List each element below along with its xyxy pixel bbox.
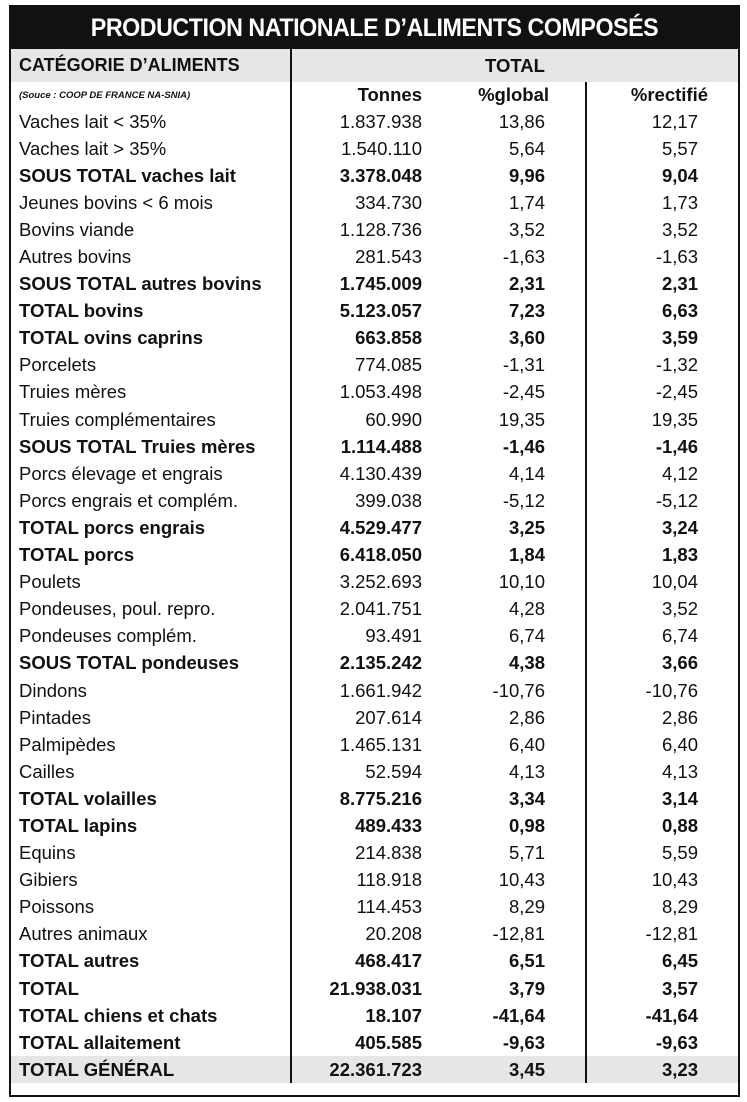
row-tonnes: 1.053.498 <box>291 379 434 406</box>
row-label: Porcs élevage et engrais <box>19 462 223 484</box>
row-rectifie: -1,46 <box>586 433 738 460</box>
row-tonnes: 1.114.488 <box>291 433 434 460</box>
row-rectifie: -1,32 <box>586 352 738 379</box>
row-rectifie: 19,35 <box>586 406 738 433</box>
title-bar <box>11 7 738 49</box>
grand-total-global: 3,45 <box>434 1056 586 1083</box>
row-rectifie: 6,74 <box>586 623 738 650</box>
table-row <box>11 785 738 812</box>
row-tonnes: 2.135.242 <box>291 650 434 677</box>
row-global: 0,98 <box>508 814 545 836</box>
row-rectifie: 10,43 <box>586 867 738 894</box>
row-global: 6,51 <box>508 950 545 972</box>
row-label: Jeunes bovins < 6 mois <box>19 191 213 213</box>
row-global: 1,74 <box>508 191 545 213</box>
row-label: Poulets <box>19 571 81 593</box>
row-label: SOUS TOTAL Truies mères <box>19 435 256 457</box>
row-tonnes: 1.128.736 <box>291 216 434 243</box>
row-tonnes: 2.041.751 <box>291 596 434 623</box>
row-global: 7,23 <box>508 300 545 322</box>
row-tonnes: 489.433 <box>291 812 434 839</box>
row-rectifie: 4,13 <box>586 758 738 785</box>
row-global: -10,76 <box>492 679 545 701</box>
row-tonnes: 3.378.048 <box>291 162 434 189</box>
row-global: -12,81 <box>492 923 545 945</box>
row-rectifie: 2,31 <box>586 271 738 298</box>
row-rectifie: 1,83 <box>586 542 738 569</box>
row-rectifie: 9,04 <box>586 162 738 189</box>
table-row <box>11 569 738 596</box>
row-tonnes: 405.585 <box>291 1029 434 1056</box>
row-tonnes: 4.130.439 <box>291 460 434 487</box>
row-rectifie: 12,17 <box>586 108 738 135</box>
row-rectifie: 5,59 <box>586 840 738 867</box>
table-row <box>11 812 738 839</box>
header-row <box>11 49 738 82</box>
table-row <box>11 1002 738 1029</box>
row-rectifie: 5,57 <box>586 135 738 162</box>
row-label: TOTAL porcs <box>19 544 135 566</box>
row-rectifie: 6,63 <box>586 298 738 325</box>
row-label: SOUS TOTAL autres bovins <box>19 273 262 295</box>
row-rectifie: 0,88 <box>586 812 738 839</box>
row-rectifie: -12,81 <box>586 921 738 948</box>
table-row <box>11 243 738 270</box>
row-rectifie: 6,45 <box>586 948 738 975</box>
row-global: -5,12 <box>502 489 545 511</box>
row-label: Porcs engrais et complém. <box>19 489 239 511</box>
row-rectifie: -41,64 <box>586 1002 738 1029</box>
row-tonnes: 21.938.031 <box>291 975 434 1002</box>
row-global: -1,31 <box>502 354 545 376</box>
table-row <box>11 216 738 243</box>
row-rectifie: 6,40 <box>586 731 738 758</box>
row-global: 4,13 <box>508 760 545 782</box>
row-rectifie: 3,14 <box>586 785 738 812</box>
row-rectifie: -5,12 <box>586 487 738 514</box>
row-label: Bovins viande <box>19 218 135 240</box>
row-tonnes: 8.775.216 <box>291 785 434 812</box>
table-row <box>11 162 738 189</box>
category-header: CATÉGORIE D’ALIMENTS <box>11 49 291 82</box>
row-global: 5,64 <box>508 137 545 159</box>
row-rectifie: -2,45 <box>586 379 738 406</box>
row-tonnes: 52.594 <box>291 758 434 785</box>
row-global: 10,10 <box>498 571 545 593</box>
grand-total-tonnes: 22.361.723 <box>291 1056 434 1083</box>
row-label: SOUS TOTAL pondeuses <box>19 652 239 674</box>
row-label: Cailles <box>19 760 75 782</box>
row-label: Vaches lait > 35% <box>19 137 167 159</box>
table-row <box>11 108 738 135</box>
row-tonnes: 60.990 <box>291 406 434 433</box>
table-row <box>11 840 738 867</box>
table-row <box>11 596 738 623</box>
grand-total-row <box>11 1056 738 1083</box>
row-global: 13,86 <box>498 110 545 132</box>
grand-total-rectifie: 3,23 <box>586 1056 738 1083</box>
row-tonnes: 1.745.009 <box>291 271 434 298</box>
row-global: 1,84 <box>508 544 545 566</box>
table-row <box>11 406 738 433</box>
row-global: 3,60 <box>508 327 545 349</box>
row-tonnes: 93.491 <box>291 623 434 650</box>
table-row <box>11 379 738 406</box>
row-tonnes: 468.417 <box>291 948 434 975</box>
row-tonnes: 5.123.057 <box>291 298 434 325</box>
row-rectifie: 8,29 <box>586 894 738 921</box>
row-label: TOTAL bovins <box>19 300 144 322</box>
row-label: TOTAL volailles <box>19 787 157 809</box>
row-rectifie: 3,24 <box>586 514 738 541</box>
row-tonnes: 114.453 <box>291 894 434 921</box>
table-row <box>11 758 738 785</box>
row-global: -1,63 <box>502 246 545 268</box>
row-tonnes: 118.918 <box>291 867 434 894</box>
row-tonnes: 1.837.938 <box>291 108 434 135</box>
table-row <box>11 460 738 487</box>
tonnes-header: Tonnes <box>291 82 434 108</box>
row-rectifie: 3,52 <box>586 216 738 243</box>
row-label: Vaches lait < 35% <box>19 110 167 132</box>
row-tonnes: 207.614 <box>291 704 434 731</box>
source-note: (Souce : COOP DE FRANCE NA-SNIA) <box>19 89 191 101</box>
table-row <box>11 650 738 677</box>
row-global: 19,35 <box>498 408 545 430</box>
row-label: TOTAL porcs engrais <box>19 516 206 538</box>
row-label: TOTAL allaitement <box>19 1031 181 1053</box>
row-label: SOUS TOTAL vaches lait <box>19 164 236 186</box>
row-label: Truies complémentaires <box>19 408 216 430</box>
row-tonnes: 334.730 <box>291 189 434 216</box>
row-label: Pondeuses complém. <box>19 625 197 647</box>
row-label: Autres bovins <box>19 246 132 268</box>
row-tonnes: 281.543 <box>291 243 434 270</box>
row-label: TOTAL autres <box>19 950 140 972</box>
row-tonnes: 399.038 <box>291 487 434 514</box>
row-label: TOTAL ovins caprins <box>19 327 204 349</box>
row-global: -9,63 <box>502 1031 545 1053</box>
table-row <box>11 514 738 541</box>
row-global: 3,79 <box>508 977 545 999</box>
table-row <box>11 325 738 352</box>
row-label: Truies mères <box>19 381 127 403</box>
row-label: TOTAL chiens et chats <box>19 1004 218 1026</box>
subheader-row <box>11 82 738 108</box>
row-rectifie: 1,73 <box>586 189 738 216</box>
row-tonnes: 4.529.477 <box>291 514 434 541</box>
row-global: 4,28 <box>508 598 545 620</box>
table-row <box>11 867 738 894</box>
table-row <box>11 189 738 216</box>
rectifie-header: %rectifié <box>586 82 738 108</box>
row-rectifie: 10,04 <box>586 569 738 596</box>
table-row <box>11 271 738 298</box>
row-global: 6,74 <box>508 625 545 647</box>
row-tonnes: 3.252.693 <box>291 569 434 596</box>
row-rectifie: 4,12 <box>586 460 738 487</box>
row-label: Gibiers <box>19 869 78 891</box>
table-row <box>11 921 738 948</box>
row-global: 4,38 <box>508 652 545 674</box>
row-label: Poissons <box>19 896 95 918</box>
row-global: 3,25 <box>508 516 545 538</box>
row-tonnes: 663.858 <box>291 325 434 352</box>
table-row <box>11 487 738 514</box>
row-tonnes: 1.465.131 <box>291 731 434 758</box>
row-rectifie: 3,59 <box>586 325 738 352</box>
row-rectifie: -9,63 <box>586 1029 738 1056</box>
row-global: 2,31 <box>508 273 545 295</box>
table-row <box>11 948 738 975</box>
row-global: -41,64 <box>492 1004 545 1026</box>
row-tonnes: 1.540.110 <box>291 135 434 162</box>
row-global: 9,96 <box>508 164 545 186</box>
row-rectifie: -1,63 <box>586 243 738 270</box>
row-global: 2,86 <box>508 706 545 728</box>
row-label: Palmipèdes <box>19 733 116 755</box>
table-row <box>11 677 738 704</box>
global-header: %global <box>478 84 549 105</box>
row-label: TOTAL lapins <box>19 814 138 836</box>
total-header: TOTAL <box>291 49 738 82</box>
row-label: Porcelets <box>19 354 97 376</box>
table-row <box>11 731 738 758</box>
table-row <box>11 135 738 162</box>
production-table <box>11 49 738 1083</box>
table-title: PRODUCTION NATIONALE D’ALIMENTS COMPOSÉS <box>36 7 712 49</box>
row-global: 3,52 <box>508 218 545 240</box>
row-global: 6,40 <box>508 733 545 755</box>
row-tonnes: 1.661.942 <box>291 677 434 704</box>
row-label: Pintades <box>19 706 91 728</box>
row-rectifie: 2,86 <box>586 704 738 731</box>
row-rectifie: 3,57 <box>586 975 738 1002</box>
table-row <box>11 542 738 569</box>
table-body <box>11 108 738 1056</box>
row-tonnes: 774.085 <box>291 352 434 379</box>
row-rectifie: 3,52 <box>586 596 738 623</box>
table-row <box>11 298 738 325</box>
row-label: Autres animaux <box>19 923 148 945</box>
row-global: 4,14 <box>508 462 545 484</box>
row-global: -2,45 <box>502 381 545 403</box>
grand-total-label: TOTAL GÉNÉRAL <box>11 1056 291 1083</box>
row-label: Dindons <box>19 679 87 701</box>
row-tonnes: 20.208 <box>291 921 434 948</box>
table-row <box>11 1029 738 1056</box>
table-row <box>11 894 738 921</box>
row-global: 5,71 <box>508 842 545 864</box>
row-rectifie: -10,76 <box>586 677 738 704</box>
row-label: Equins <box>19 842 76 864</box>
table-row <box>11 623 738 650</box>
row-tonnes: 18.107 <box>291 1002 434 1029</box>
production-table-frame <box>9 5 740 1097</box>
table-row <box>11 704 738 731</box>
row-tonnes: 6.418.050 <box>291 542 434 569</box>
table-row <box>11 352 738 379</box>
table-row <box>11 975 738 1002</box>
row-label: TOTAL <box>19 977 79 999</box>
row-rectifie: 3,66 <box>586 650 738 677</box>
row-global: -1,46 <box>502 435 545 457</box>
row-global: 10,43 <box>498 869 545 891</box>
table-row <box>11 433 738 460</box>
row-label: Pondeuses, poul. repro. <box>19 598 216 620</box>
row-global: 3,34 <box>508 787 545 809</box>
row-global: 8,29 <box>508 896 545 918</box>
row-tonnes: 214.838 <box>291 840 434 867</box>
